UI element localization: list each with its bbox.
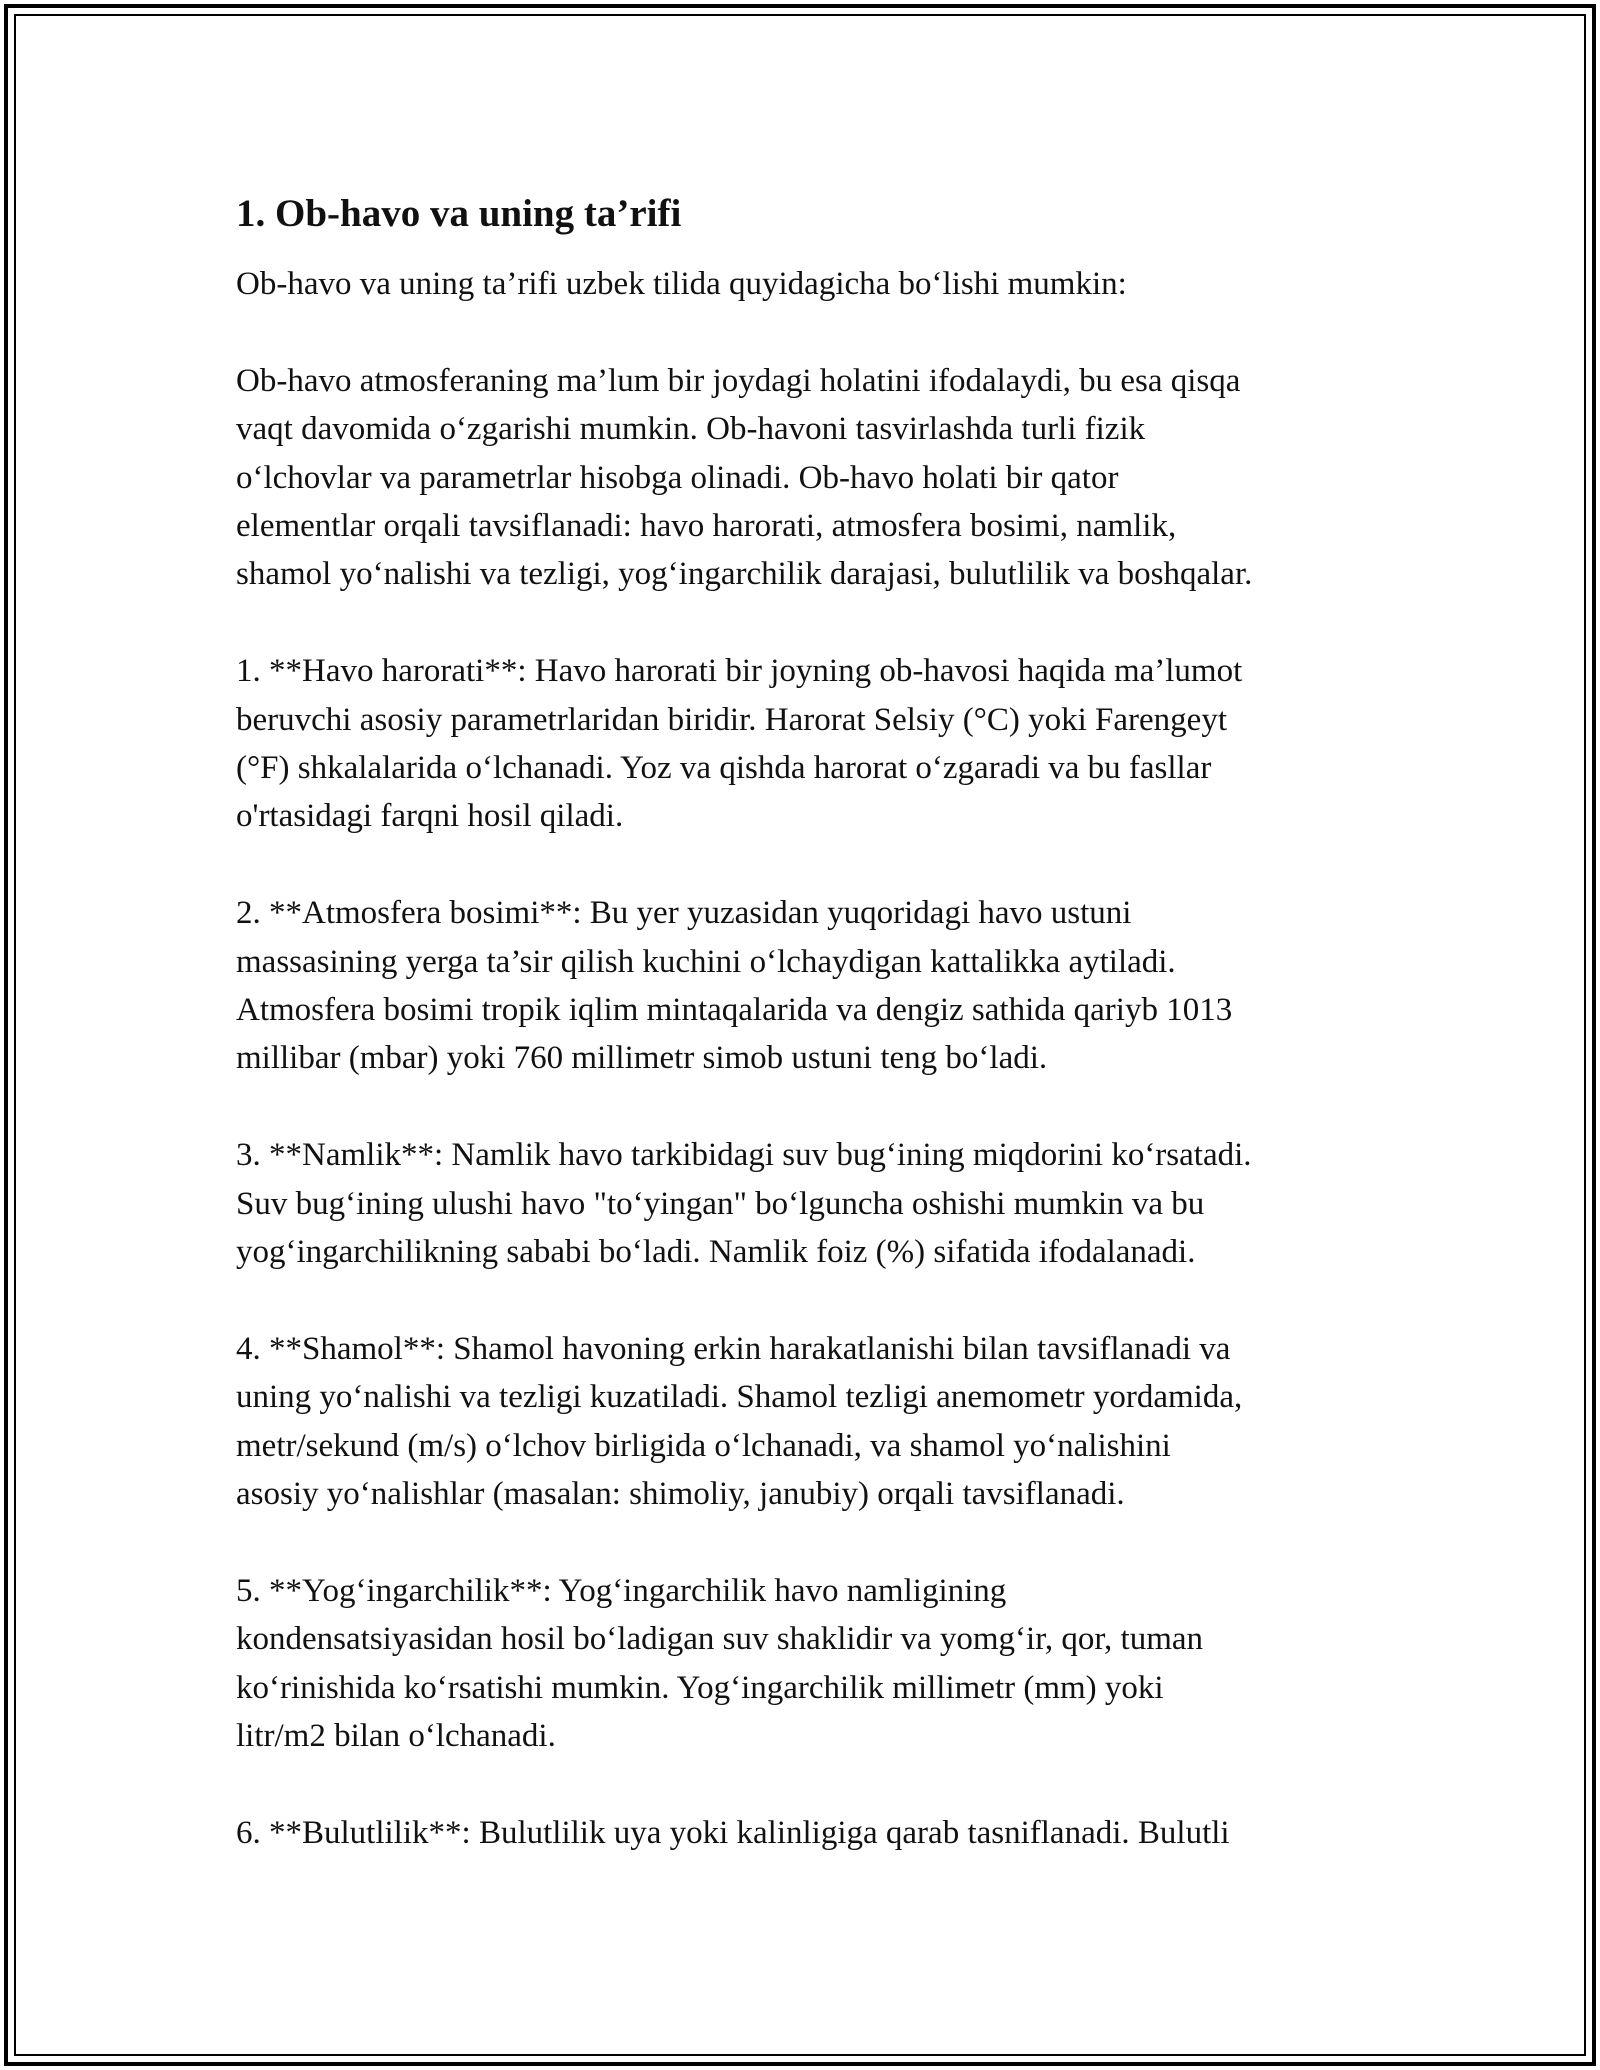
text-line: Ob-havo va uning ta’rifi uzbek tilida quyidagicha bo‘lishi mumkin: bbox=[236, 266, 1127, 302]
definition-paragraph bbox=[236, 357, 1386, 599]
item-bulutlilik bbox=[236, 1809, 1386, 1857]
text-line: millibar (mbar) yoki 760 millimetr simob ustuni teng bo‘ladi. bbox=[236, 1040, 1048, 1077]
text-line: litr/m2 bilan o‘lchanadi. bbox=[236, 1718, 556, 1755]
text-line: vaqt davomida o‘zgarishi mumkin. Ob-havoni tasvirlashda turli fizik bbox=[236, 411, 1146, 448]
item-yogingarchilik bbox=[236, 1567, 1386, 1761]
text-line: beruvchi asosiy parametrlaridan biridir. Harorat Selsiy (°C) yoki Farengeyt bbox=[236, 701, 1227, 738]
text-line: massasining yerga ta’sir qilish kuchini o‘lchaydigan kattalikka aytiladi. bbox=[236, 943, 1176, 980]
text-line: o‘lchovlar va parametrlar hisobga olinadi. Ob-havo holati bir qator bbox=[236, 459, 1119, 496]
text-line: asosiy yo‘nalishlar (masalan: shimoliy, janubiy) orqali tavsiflanadi. bbox=[236, 1476, 1125, 1513]
document-body bbox=[236, 188, 1386, 1906]
text-line: Suv bug‘ining ulushi havo "to‘yingan" bo‘lguncha oshishi mumkin va bu bbox=[236, 1185, 1205, 1222]
intro-paragraph bbox=[236, 260, 1386, 308]
text-line: Atmosfera bosimi tropik iqlim mintaqalarida va dengiz sathida qariyb 1013 bbox=[236, 992, 1233, 1029]
text-line: 5. **Yog‘ingarchilik**: Yog‘ingarchilik havo namligining bbox=[236, 1572, 1007, 1609]
text-line: (°F) shkalalarida o‘lchanadi. Yoz va qishda harorat o‘zgaradi va bu fasllar bbox=[236, 750, 1212, 787]
item-atmosfera-bosimi bbox=[236, 889, 1386, 1083]
text-line: 4. **Shamol**: Shamol havoning erkin harakatlanishi bilan tavsiflanadi va bbox=[236, 1330, 1231, 1367]
text-line: uning yo‘nalishi va tezligi kuzatiladi. Shamol tezligi anemometr yordamida, bbox=[236, 1379, 1243, 1416]
text-line: o'rtasidagi farqni hosil qiladi. bbox=[236, 798, 624, 835]
item-shamol bbox=[236, 1325, 1386, 1519]
text-line: 1. **Havo harorati**: Havo harorati bir joyning ob-havosi haqida ma’lumot bbox=[236, 653, 1243, 690]
item-namlik bbox=[236, 1131, 1386, 1276]
text-line: 6. **Bulutlilik**: Bulutlilik uya yoki kalinligiga qarab tasniflanadi. Bulutli bbox=[236, 1814, 1230, 1851]
text-line: kondensatsiyasidan hosil bo‘ladigan suv shaklidir va yomg‘ir, qor, tuman bbox=[236, 1621, 1204, 1658]
text-line: ko‘rinishida ko‘rsatishi mumkin. Yog‘ingarchilik millimetr (mm) yoki bbox=[236, 1669, 1164, 1706]
text-line: metr/sekund (m/s) o‘lchov birligida o‘lchanadi, va shamol yo‘nalishini bbox=[236, 1427, 1171, 1464]
text-line: 3. **Namlik**: Namlik havo tarkibidagi suv bug‘ining miqdorini ko‘rsatadi. bbox=[236, 1137, 1252, 1174]
text-line: elementlar orqali tavsiflanadi: havo harorati, atmosfera bosimi, namlik, bbox=[236, 508, 1177, 545]
text-line: 2. **Atmosfera bosimi**: Bu yer yuzasidan yuqoridagi havo ustuni bbox=[236, 895, 1132, 932]
text-line: shamol yo‘nalishi va tezligi, yog‘ingarchilik darajasi, bulutlilik va boshqalar. bbox=[236, 556, 1253, 593]
text-line: Ob-havo atmosferaning ma’lum bir joydagi holatini ifodalaydi, bu esa qisqa bbox=[236, 362, 1241, 399]
section-heading: 1. Ob-havo va uning ta’rifi bbox=[236, 192, 682, 235]
item-havo-harorati bbox=[236, 647, 1386, 841]
text-line: yog‘ingarchilikning sababi bo‘ladi. Namlik foiz (%) sifatida ifodalanadi. bbox=[236, 1234, 1196, 1271]
